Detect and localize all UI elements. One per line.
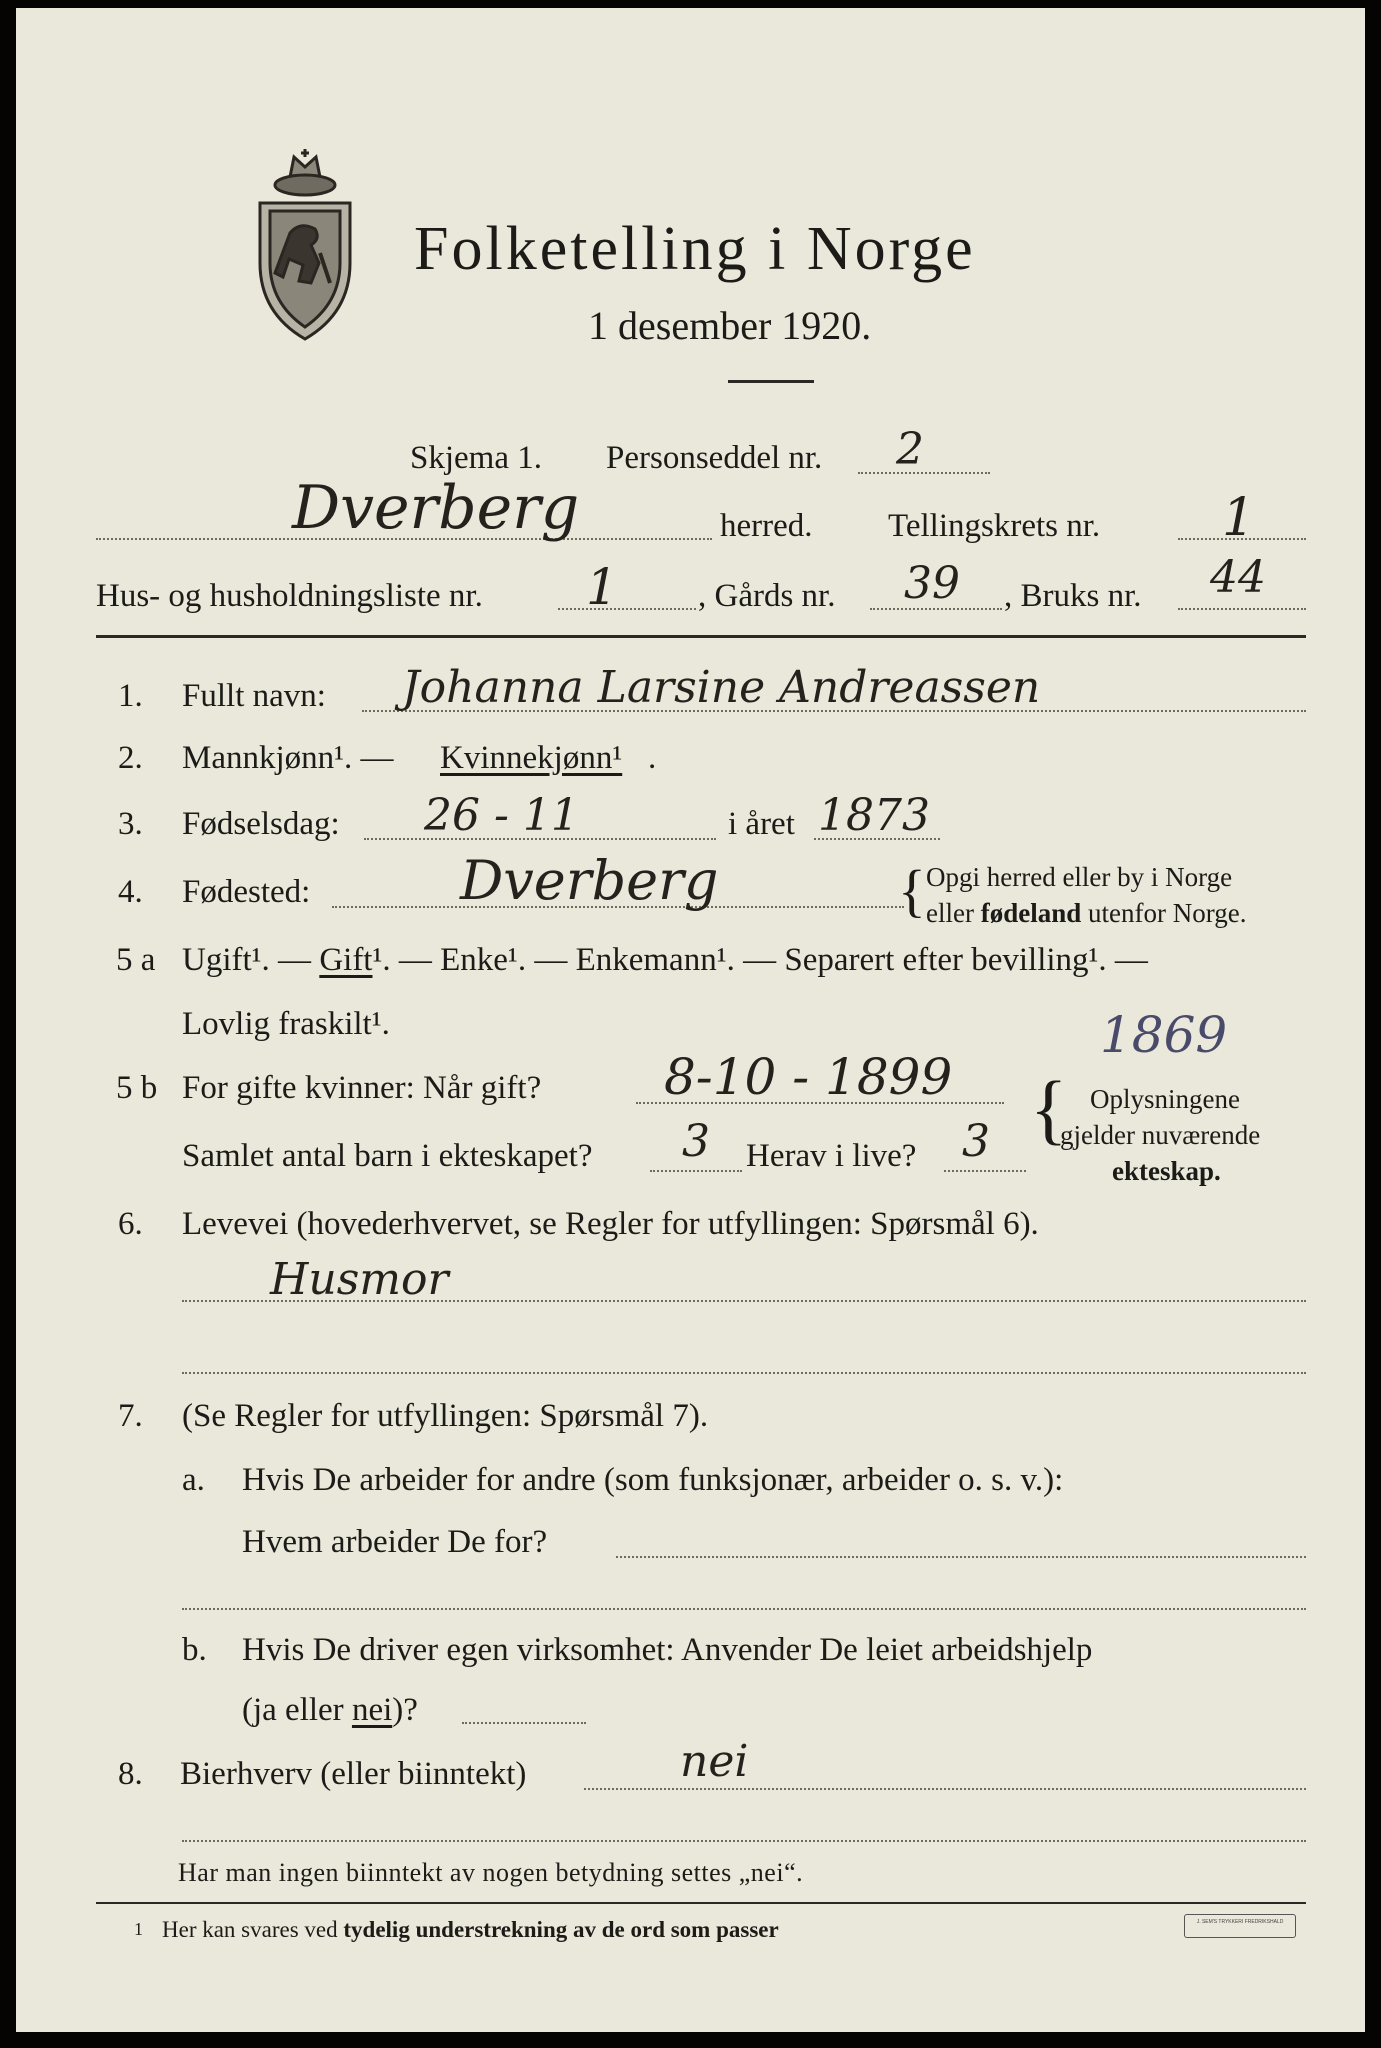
q7-number: 7.: [118, 1398, 143, 1434]
footnote-mark: 1: [134, 1919, 143, 1939]
bruks-value: 44: [1210, 552, 1266, 603]
q6-label: Levevei (hovederhvervet, se Regler for utfyllingen: Spørsmål 6).: [182, 1206, 1039, 1242]
hus-line: [558, 608, 696, 610]
tellingskrets-value: 1: [1222, 488, 1256, 548]
kvinnekjonn-option: Kvinnekjønn¹: [440, 740, 623, 776]
q7b-answer-label: [242, 1694, 418, 1727]
q1-label: Fullt navn:: [182, 678, 326, 714]
living-label: Herav i live?: [746, 1138, 917, 1174]
birthday-value: 26 - 11: [424, 790, 579, 841]
printer-stamp: J. SEM'S TRYKKERI FREDRIKSHALD: [1184, 1914, 1296, 1938]
q4-note-line2: [926, 900, 1246, 927]
ugift-option: Ugift¹. —: [182, 942, 312, 978]
q8-label: Bierhverv (eller biinntekt): [180, 1756, 527, 1792]
census-date: 1 desember 1920.: [588, 303, 872, 348]
header-rule: [96, 635, 1306, 638]
q7a-letter: a.: [182, 1462, 205, 1498]
gards-label: , Gårds nr.: [698, 578, 836, 614]
lovlig-fraskilt-option: Lovlig fraskilt¹.: [182, 1006, 390, 1042]
q4-note-line1: Opgi herred eller by i Norge: [926, 862, 1233, 892]
no-income-note: Har man ingen biinntekt av nogen betydning settes „nei“.: [178, 1858, 804, 1887]
gift-option: Gift: [319, 942, 373, 978]
q8-number: 8.: [118, 1756, 143, 1792]
occupation-line-2: [182, 1372, 1306, 1374]
q7b-end: )?: [392, 1692, 418, 1728]
q7a-question: Hvis De arbeider for andre (som funksjonær, arbeider o. s. v.):: [242, 1462, 1064, 1498]
tellingskrets-label: Tellingskrets nr.: [888, 508, 1101, 544]
q3-number: 3.: [118, 806, 143, 842]
children-line: [650, 1170, 742, 1172]
mannkjonn-option: Mannkjønn¹. —: [182, 740, 394, 776]
footnote-text: Her kan svares ved: [162, 1917, 338, 1942]
herred-value: Dverberg: [292, 473, 580, 543]
q5b-brace: {: [1030, 1065, 1068, 1152]
side-income-value: nei: [680, 1736, 749, 1787]
skjema-label: Skjema 1.: [410, 440, 542, 476]
birthplace-value: Dverberg: [460, 849, 719, 912]
q2-number: 2.: [118, 740, 143, 776]
coat-of-arms-icon: [250, 143, 360, 343]
q5a-number: 5 a: [116, 942, 156, 978]
q5b-note-line2: gjelder nuværende: [1060, 1120, 1261, 1150]
q2-end: .: [648, 740, 657, 776]
footnote: [162, 1918, 779, 1941]
bruks-label: , Bruks nr.: [1004, 578, 1142, 614]
footer-rule: [96, 1902, 1306, 1904]
hired-help-line: [462, 1722, 586, 1724]
employer-label: Hvem arbeider De for?: [242, 1524, 548, 1560]
q5b-note-line3: ekteskap.: [1112, 1156, 1221, 1186]
q4-label: Fødested:: [182, 874, 311, 910]
q4-note-eller: eller: [926, 898, 974, 928]
q4-note-utenfor: utenfor Norge.: [1088, 898, 1247, 928]
marriage-year-annotation: 1869: [1100, 1006, 1228, 1064]
employer-line-2: [182, 1608, 1306, 1610]
q1-number: 1.: [118, 678, 143, 714]
q5b-note-line1: Oplysningene: [1090, 1084, 1240, 1114]
q5b-number: 5 b: [116, 1070, 158, 1106]
ja-eller-text: (ja eller: [242, 1692, 344, 1728]
q4-note-fodeland: fødeland: [980, 898, 1082, 928]
title-divider: [728, 380, 814, 383]
marital-status-rest: ¹. — Enke¹. — Enkemann¹. — Separert efter bevilling¹. —: [372, 942, 1148, 978]
gards-value: 39: [904, 558, 960, 609]
hus-label: Hus- og husholdningsliste nr.: [96, 578, 483, 614]
q6-number: 6.: [118, 1206, 143, 1242]
marriage-date-value: 8-10 - 1899: [664, 1048, 953, 1106]
q7b-letter: b.: [182, 1632, 207, 1668]
personseddel-label: Personseddel nr.: [606, 440, 823, 476]
footnote-bold: tydelig understrekning av de ord som passer: [343, 1917, 779, 1942]
form-title: Folketelling i Norge: [414, 215, 976, 283]
children-label: Samlet antal barn i ekteskapet?: [182, 1138, 593, 1174]
q4-number: 4.: [118, 874, 143, 910]
q7-label: (Se Regler for utfyllingen: Spørsmål 7).: [182, 1398, 709, 1434]
living-line: [944, 1170, 1026, 1172]
personseddel-line: [858, 472, 990, 474]
full-name-value: Johanna Larsine Andreassen: [402, 662, 1041, 713]
marriage-date-label: For gifte kvinner: Når gift?: [182, 1070, 542, 1106]
occupation-value: Husmor: [270, 1254, 449, 1305]
herred-label: herred.: [720, 508, 813, 544]
q4-brace: {: [898, 858, 926, 923]
personseddel-value: 2: [896, 424, 924, 475]
children-value: 3: [682, 1116, 710, 1167]
year-label: i året: [728, 806, 795, 842]
side-income-line-2: [182, 1840, 1306, 1842]
employer-line: [616, 1556, 1306, 1558]
living-value: 3: [962, 1116, 990, 1167]
nei-option: nei: [351, 1692, 393, 1728]
hus-value: 1: [586, 558, 618, 616]
marital-status-line: [182, 944, 1148, 977]
birth-year-value: 1873: [818, 790, 930, 841]
bruks-line: [1178, 608, 1306, 610]
q3-label: Fødselsdag:: [182, 806, 340, 842]
q7b-question: Hvis De driver egen virksomhet: Anvender De leiet arbeidshjelp: [242, 1632, 1093, 1668]
side-income-line: [584, 1788, 1306, 1790]
